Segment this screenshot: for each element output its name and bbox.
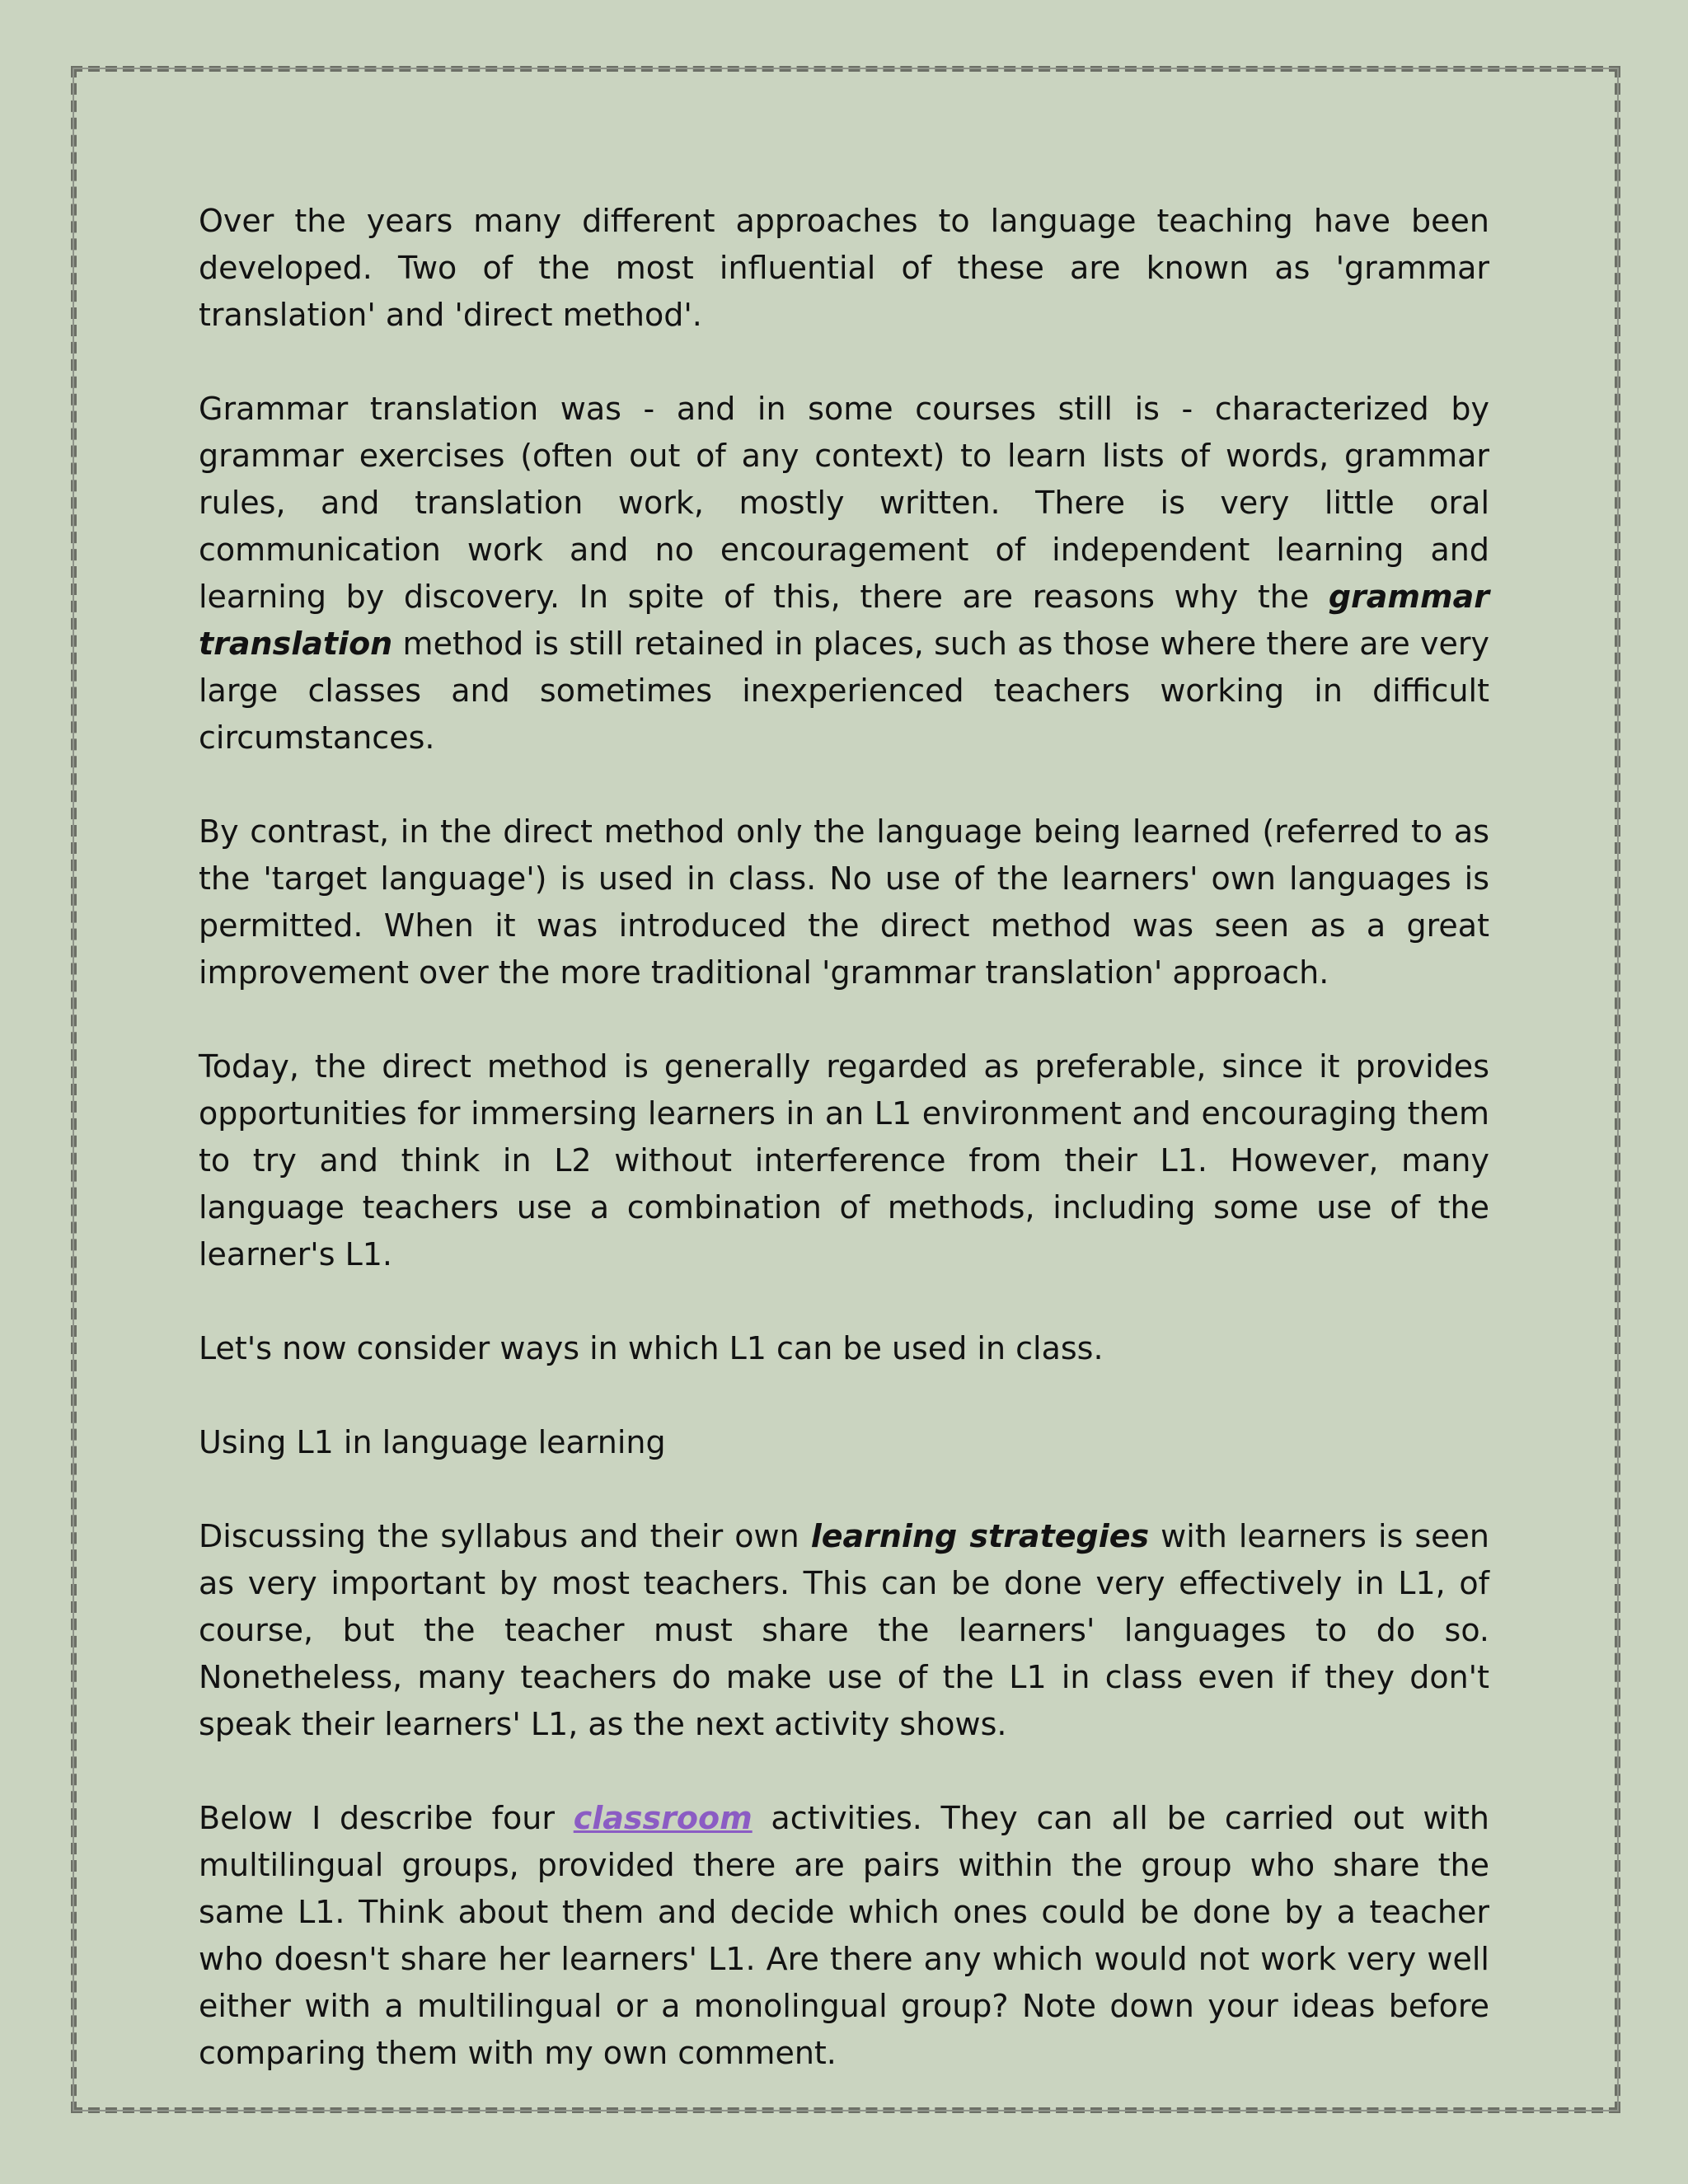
paragraph-text: Over the years many different approaches to language teaching have been developed. Two of the most influential of these are known as 'grammar translation' and 'direct method'. [199,203,1489,333]
paragraph-approaches [199,198,1489,339]
paragraph-text: By contrast, in the direct method only the language being learned (referred to as the 'target language') is used in class. No use of the learners' own languages is permitted. When it was introduced the direct method was seen as a great improvement over the more traditional 'grammar translation' approach. [199,813,1489,991]
section-heading [199,1419,1489,1466]
emphasis-learning-strategies: learning strategies [810,1518,1150,1554]
paragraph-direct-method [199,808,1489,996]
emphasis-grammar-translation: grammar translation [199,579,1489,662]
paragraph-syllabus [199,1513,1489,1748]
paragraph-text: Grammar translation was - and in some courses still is - characterized by grammar exercises (often out of any context) to learn lists of words, grammar rules, and translation work, mostly written. There is very little oral communication work and no encouragement of independent learning and learning by discovery. In spite of this, there are reasons why the [199,391,1489,615]
document-body [199,198,1489,2124]
paragraph-text: activities. They can all be carried out with multilingual groups, provided there are pairs within the group who share the same L1. Think about them and decide which ones could be done by a teacher who doesn't share her learners' L1. Are there any which would not work very well either with a multilingual or a monolingual group? Note down your ideas before comparing them with my own comment. [199,1800,1489,2071]
paragraph-text: Let's now consider ways in which L1 can be used in class. [199,1330,1104,1366]
paragraph-text: method is still retained in places, such as those where there are very large classes and sometimes inexperienced teachers working in difficult circumstances. [199,626,1489,756]
paragraph-today [199,1043,1489,1278]
paragraph-activities [199,1795,1489,2077]
paragraph-text: with learners is seen as very important by most teachers. This can be done very effectively in L1, of course, but the teacher must share the learners' languages to do so. Nonetheless, many teachers do make use of the L1 in class even if they don't speak their learners' L1, as the next activity shows. [199,1518,1489,1742]
paragraph-grammar-translation [199,386,1489,762]
paragraph-text: Discussing the syllabus and their own [199,1518,811,1554]
paragraph-consider [199,1325,1489,1372]
paragraph-text: Today, the direct method is generally regarded as preferable, since it provides opportunities for immersing learners in an L1 environment and encouraging them to try and think in L2 without interference from their L1. However, many language teachers use a combination of methods, including some use of the learner's L1. [199,1048,1489,1272]
classroom-link[interactable]: classroom [573,1800,753,1836]
paragraph-text: Below I describe four [199,1800,574,1836]
heading-text: Using L1 in language learning [199,1424,666,1460]
